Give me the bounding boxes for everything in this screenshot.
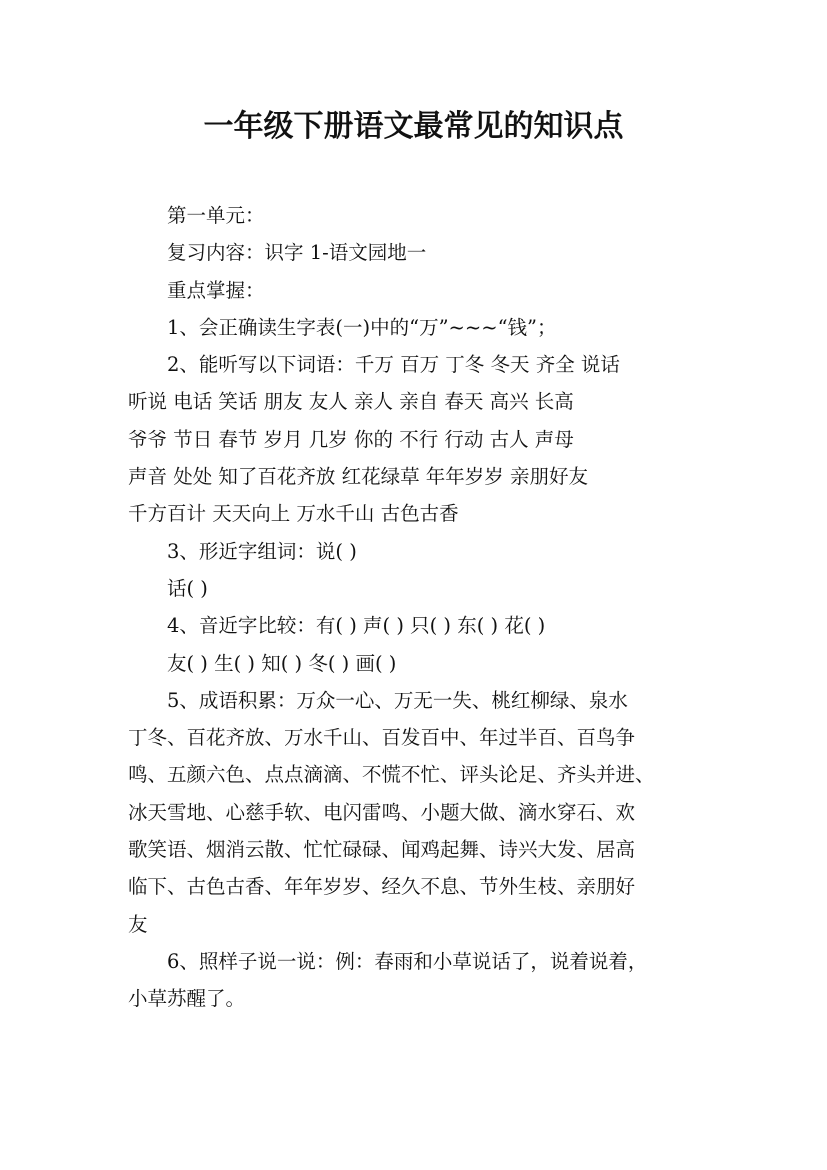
text-line: 歌笑语、烟消云散、忙忙碌碌、闻鸡起舞、诗兴大发、居高	[128, 838, 636, 862]
text-line: 5、成语积累：万众一心、万无一失、桃红柳绿、泉水	[167, 688, 628, 712]
document-body	[128, 197, 708, 1018]
text-line: 声音 处处 知了百花齐放 红花绿草 年年岁岁 亲朋好友	[128, 465, 588, 489]
text-line: 丁冬、百花齐放、万水千山、百发百中、年过半百、百鸟争	[128, 726, 636, 750]
text-line: 话( )	[167, 576, 208, 600]
text-line: 3、形近字组词：说( )	[167, 539, 357, 563]
text-line: 临下、古色古香、年年岁岁、经久不息、节外生枝、亲朋好	[128, 875, 636, 899]
text-line: 听说 电话 笑话 朋友 友人 亲人 亲自 春天 高兴 长高	[128, 390, 574, 414]
text-line: 友( ) 生( ) 知( ) 冬( ) 画( )	[167, 651, 397, 675]
text-line: 6、照样子说一说：例：春雨和小草说话了，说着说着，	[167, 949, 648, 973]
text-line: 小草苏醒了。	[128, 987, 246, 1011]
text-line: 鸣、五颜六色、点点滴滴、不慌不忙、评头论足、齐头并进、	[128, 763, 655, 787]
text-line: 千方百计 天天向上 万水千山 古色古香	[128, 502, 459, 526]
text-line: 1、会正确读生字表(一)中的“万”~~~“钱”；	[167, 315, 557, 339]
text-line: 友	[128, 912, 148, 936]
text-line: 爷爷 节日 春节 岁月 几岁 你的 不行 行动 古人 声母	[128, 427, 574, 451]
text-line: 复习内容：识字 1-语文园地一	[167, 241, 427, 265]
text-line: 2、能听写以下词语：千万 百万 丁冬 冬天 齐全 说话	[167, 353, 620, 377]
text-line: 第一单元：	[167, 204, 265, 227]
text-line: 重点掌握：	[167, 278, 265, 302]
text-line: 冰天雪地、心慈手软、电闪雷鸣、小题大做、滴水穿石、欢	[128, 800, 636, 824]
document-title: 一年级下册语文最常见的知识点	[203, 109, 624, 144]
text-line: 4、音近字比较：有( ) 声( ) 只( ) 东( ) 花( )	[167, 614, 546, 638]
